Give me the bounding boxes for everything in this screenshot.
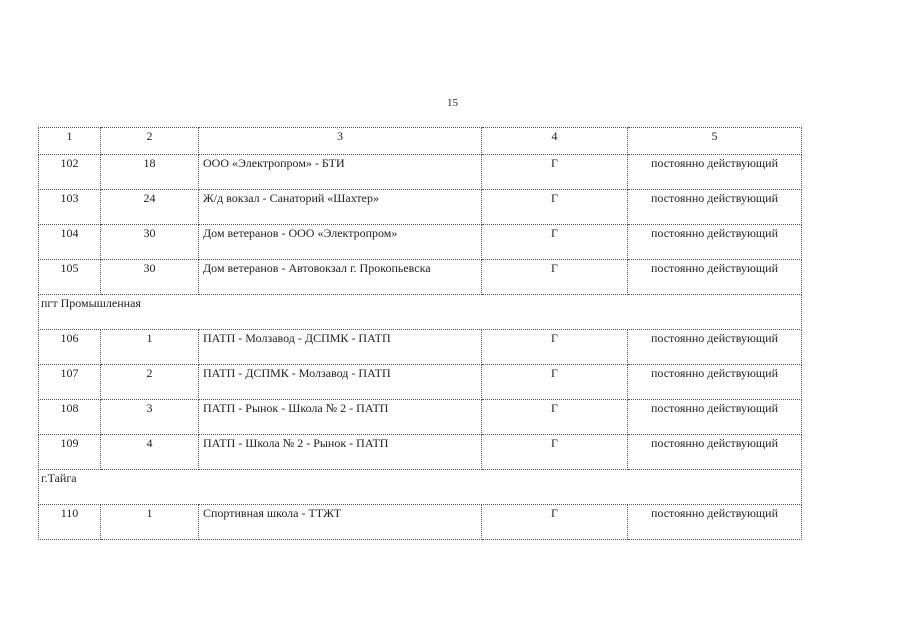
header-row [39, 128, 802, 155]
row-number-cell: 102 [39, 155, 101, 190]
route-number-cell: 2 [101, 365, 199, 400]
route-kind-cell: Г [482, 260, 628, 295]
route-mode-cell: постоянно действующий [628, 400, 802, 435]
route-number-cell: 24 [101, 190, 199, 225]
route-mode-cell: постоянно действующий [628, 435, 802, 470]
route-path-cell: ООО «Электропром» - БТИ [199, 155, 482, 190]
route-kind-cell: Г [482, 155, 628, 190]
table-body [39, 155, 802, 540]
page-number: 15 [447, 97, 458, 109]
row-number-cell: 109 [39, 435, 101, 470]
table-row [39, 435, 802, 470]
column-header: 5 [628, 128, 802, 155]
route-path-cell: ПАТП - Рынок - Школа № 2 - ПАТП [199, 400, 482, 435]
row-number-cell: 105 [39, 260, 101, 295]
column-header: 3 [199, 128, 482, 155]
row-number-cell: 107 [39, 365, 101, 400]
table-row [39, 330, 802, 365]
table-row [39, 225, 802, 260]
table-row [39, 190, 802, 225]
route-path-cell: ПАТП - Молзавод - ДСПМК - ПАТП [199, 330, 482, 365]
route-mode-cell: постоянно действующий [628, 330, 802, 365]
route-kind-cell: Г [482, 400, 628, 435]
route-path-cell: Дом ветеранов - Автовокзал г. Прокопьевска [199, 260, 482, 295]
route-number-cell: 1 [101, 505, 199, 540]
route-mode-cell: постоянно действующий [628, 365, 802, 400]
section-label: г.Тайга [39, 470, 802, 505]
route-path-cell: Спортивная школа - ТТЖТ [199, 505, 482, 540]
route-kind-cell: Г [482, 330, 628, 365]
row-number-cell: 106 [39, 330, 101, 365]
route-kind-cell: Г [482, 505, 628, 540]
column-header: 1 [39, 128, 101, 155]
section-row [39, 470, 802, 505]
route-mode-cell: постоянно действующий [628, 225, 802, 260]
row-number-cell: 104 [39, 225, 101, 260]
row-number-cell: 103 [39, 190, 101, 225]
route-mode-cell: постоянно действующий [628, 155, 802, 190]
table-row [39, 505, 802, 540]
route-mode-cell: постоянно действующий [628, 190, 802, 225]
table-row [39, 365, 802, 400]
route-table [38, 127, 802, 540]
route-number-cell: 3 [101, 400, 199, 435]
route-path-cell: ПАТП - Школа № 2 - Рынок - ПАТП [199, 435, 482, 470]
route-number-cell: 1 [101, 330, 199, 365]
route-kind-cell: Г [482, 225, 628, 260]
table-row [39, 400, 802, 435]
route-kind-cell: Г [482, 365, 628, 400]
route-mode-cell: постоянно действующий [628, 260, 802, 295]
table-row [39, 260, 802, 295]
column-header: 2 [101, 128, 199, 155]
column-header: 4 [482, 128, 628, 155]
route-number-cell: 4 [101, 435, 199, 470]
route-path-cell: ПАТП - ДСПМК - Молзавод - ПАТП [199, 365, 482, 400]
row-number-cell: 108 [39, 400, 101, 435]
route-number-cell: 30 [101, 260, 199, 295]
section-row [39, 295, 802, 330]
route-mode-cell: постоянно действующий [628, 505, 802, 540]
route-kind-cell: Г [482, 190, 628, 225]
route-path-cell: Дом ветеранов - ООО «Электропром» [199, 225, 482, 260]
route-number-cell: 30 [101, 225, 199, 260]
row-number-cell: 110 [39, 505, 101, 540]
route-path-cell: Ж/д вокзал - Санаторий «Шахтер» [199, 190, 482, 225]
route-number-cell: 18 [101, 155, 199, 190]
table-row [39, 155, 802, 190]
section-label: пгт Промышленная [39, 295, 802, 330]
route-kind-cell: Г [482, 435, 628, 470]
